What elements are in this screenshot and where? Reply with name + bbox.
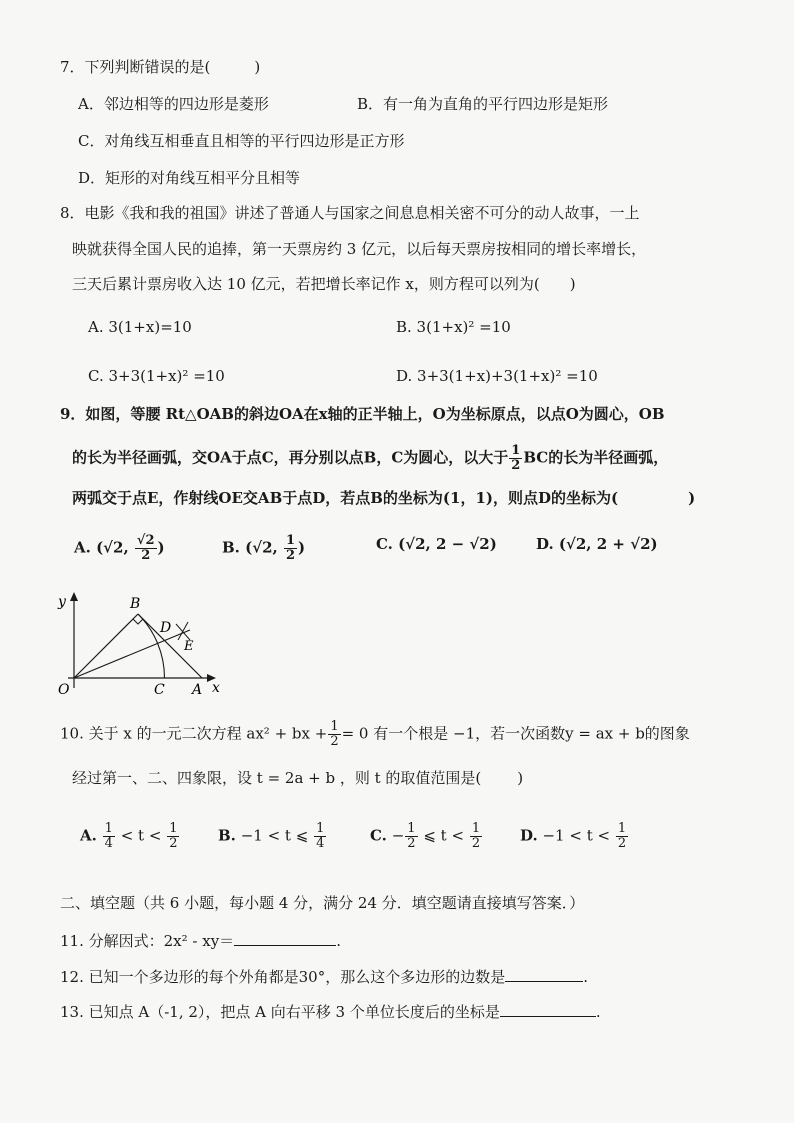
y-axis-arrow <box>70 592 78 601</box>
q8-option-c: C. 3+3(1+x)² =10 <box>88 367 225 385</box>
label-c: C <box>154 682 165 698</box>
q10-option-c: C. − $\frac{1}{2}$ ⩽ t < $\frac{1}{2}$ <box>370 821 481 851</box>
ray-oe <box>74 630 190 678</box>
q8-option-d: D. 3+3(1+x)+3(1+x)² =10 <box>396 367 598 385</box>
q11: 11. 分解因式：2x² - xy＝ . <box>60 929 341 951</box>
q10-option-b: B. −1 < t ⩽ $\frac{1}{4}$ <box>218 821 325 851</box>
q13-answer-blank[interactable] <box>500 1000 596 1017</box>
label-d: D <box>160 620 172 636</box>
q10-stem-line2: 经过第一、二、四象限，设 t = 2a + b ，则 t 的取值范围是( ) <box>72 769 524 787</box>
q9-stem-line1: 9．如图，等腰 Rt△OAB的斜边OA在x轴的正半轴上，O为坐标原点，以点O为圆心，OB <box>60 405 665 423</box>
right-angle-mark <box>133 619 143 624</box>
q7-option-c: C．对角线互相垂直且相等的平行四边形是正方形 <box>78 132 405 150</box>
q13: 13. 已知点 A（-1, 2），把点 A 向右平移 3 个单位长度后的坐标是 . <box>60 1000 601 1022</box>
q12: 12. 已知一个多边形的每个外角都是30°，那么这个多边形的边数是 . <box>60 965 588 987</box>
q12-answer-blank[interactable] <box>505 965 583 982</box>
label-x: x <box>212 680 220 696</box>
q9-option-c: C. (√2, 2 − √2) <box>376 535 497 553</box>
q9-option-b: B. (√2, $\frac{1}{2}$ ) <box>222 533 306 563</box>
q9-stem-line3: 两弧交于点E，作射线OE交AB于点D，若点B的坐标为(1，1)，则点D的坐标为( ) <box>72 489 696 507</box>
q10-stem-line1: 10. 关于 x 的一元二次方程 ax² + bx + $\frac{1}{2}$ = 0 有一个根是 −1，若一次函数y = ax + b的图象 <box>60 719 690 749</box>
q10-option-a: A. $\frac{1}{4}$ < t < $\frac{1}{2}$ <box>80 821 178 851</box>
q11-answer-blank[interactable] <box>234 929 336 946</box>
q7-option-d: D．矩形的对角线互相平分且相等 <box>78 169 301 187</box>
q10-option-d: D. −1 < t < $\frac{1}{2}$ <box>520 821 627 851</box>
label-b: B <box>130 596 141 612</box>
label-y: y <box>58 594 66 610</box>
segment-ob <box>74 614 138 678</box>
q7-option-b: B．有一角为直角的平行四边形是矩形 <box>357 95 609 113</box>
q8-option-b: B. 3(1+x)² =10 <box>396 318 511 336</box>
q8-stem-line2: 映就获得全国人民的追捧，第一天票房约 3 亿元，以后每天票房按相同的增长率增长， <box>72 240 647 258</box>
fraction-half: $\frac{1}{2}$ <box>511 443 521 473</box>
q7-stem: 7．下列判断错误的是( ) <box>60 58 261 76</box>
q8-stem-line1: 8．电影《我和我的祖国》讲述了普通人与国家之间息息相关密不可分的动人故事，一上 <box>60 204 640 222</box>
section2-header: 二、填空题（共 6 小题，每小题 4 分，满分 24 分．填空题请直接填写答案．） <box>60 894 585 912</box>
q8-stem-line3: 三天后累计票房收入达 10 亿元，若把增长率记作 x，则方程可以列为( ) <box>72 275 576 293</box>
q9-option-d: D. (√2, 2 + √2) <box>536 535 658 553</box>
label-a: A <box>192 682 203 698</box>
q9-option-a: A. (√2, $\frac{√2}{2}$ ) <box>74 533 165 563</box>
geometry-figure <box>40 588 240 700</box>
label-e: E <box>184 639 194 654</box>
q8-option-a: A. 3(1+x)=10 <box>88 318 192 336</box>
label-o: O <box>58 682 70 698</box>
q7-option-a: A．邻边相等的四边形是菱形 <box>78 95 269 113</box>
q9-stem-line2: 的长为半径画弧，交OA于点C，再分别以点B，C为圆心，以大于 $\frac{1}{2}$ BC的长为半径画弧， <box>72 443 669 473</box>
